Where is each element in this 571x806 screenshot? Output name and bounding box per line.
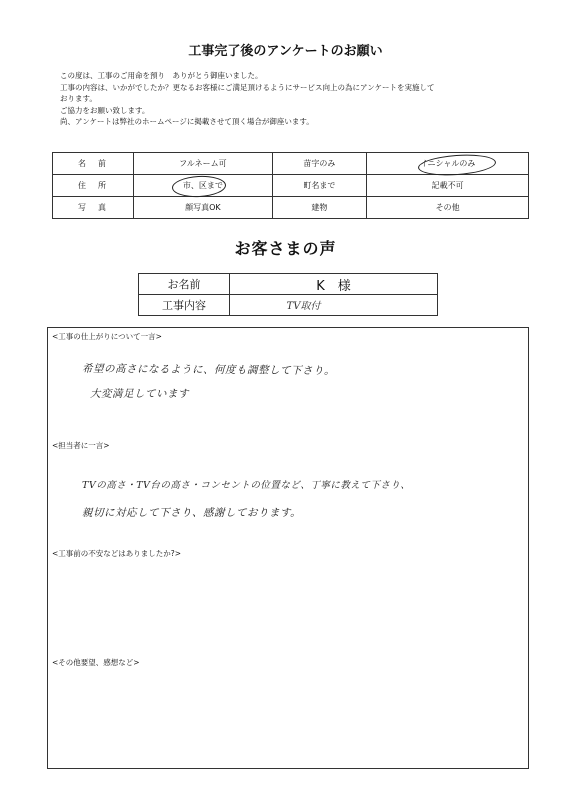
option-cell[interactable]: その他 — [367, 197, 529, 219]
option-row-address — [53, 175, 529, 197]
handwritten-answer: 希望の高さになるように、何度も調整して下さり。 — [81, 362, 336, 378]
work-label: 工事内容 — [139, 295, 230, 316]
option-cell[interactable]: 記載不可 — [367, 175, 529, 197]
intro-line: 工事の内容は、いかがでしたか？更なるお客様にご満足頂けるようにサービス向上の為にアンケートを実施して — [60, 82, 435, 92]
handwritten-work: TV取付 — [286, 301, 321, 312]
option-label: 写 真 — [53, 197, 134, 219]
option-cell[interactable]: フルネーム可 — [134, 153, 273, 175]
customer-info-table — [138, 273, 438, 316]
option-row-photo — [53, 197, 529, 219]
section-label-finish: <工事の仕上がりについて一言> — [52, 332, 162, 341]
handwritten-answer: TVの高さ・TV台の高さ・コンセントの位置など、丁寧に教えて下さり、 — [82, 480, 411, 491]
intro-text — [60, 70, 530, 128]
section-heading: お客さまの声 — [234, 239, 337, 258]
option-cell[interactable]: 苗字のみ — [272, 153, 366, 175]
form-title: 工事完了後のアンケートのお願い — [188, 44, 383, 59]
option-cell[interactable]: 建物 — [272, 197, 366, 219]
option-label: 住 所 — [53, 175, 134, 197]
name-label: お名前 — [139, 274, 230, 295]
option-cell[interactable]: 顔写真OK — [134, 197, 273, 219]
intro-line: ご協力をお願い致します。 — [60, 105, 150, 115]
option-label: 名 前 — [53, 153, 134, 175]
section-label-staff: <担当者に一言> — [52, 441, 110, 450]
intro-line: おります。 — [60, 94, 97, 104]
option-cell-selected[interactable]: イニシャルのみ — [367, 153, 529, 175]
handwritten-answer: 親切に対応して下さり、感謝しております。 — [82, 507, 302, 519]
section-label-concerns: <工事前の不安などはありましたか?> — [52, 549, 182, 558]
work-value — [230, 295, 438, 316]
intro-line: この度は、工事のご用命を預り ありがとう御座いました。 — [60, 71, 263, 80]
handwritten-answer: 大変満足しています — [90, 388, 189, 400]
option-cell[interactable]: 町名まで — [272, 175, 366, 197]
option-cell-selected[interactable]: 市、区まで — [134, 175, 273, 197]
name-value: K 様 — [230, 274, 438, 295]
intro-line: 尚、アンケートは弊社のホームページに掲載させて頂く場合が御座います。 — [60, 117, 314, 127]
section-label-other: <その他要望、感想など> — [52, 658, 140, 667]
